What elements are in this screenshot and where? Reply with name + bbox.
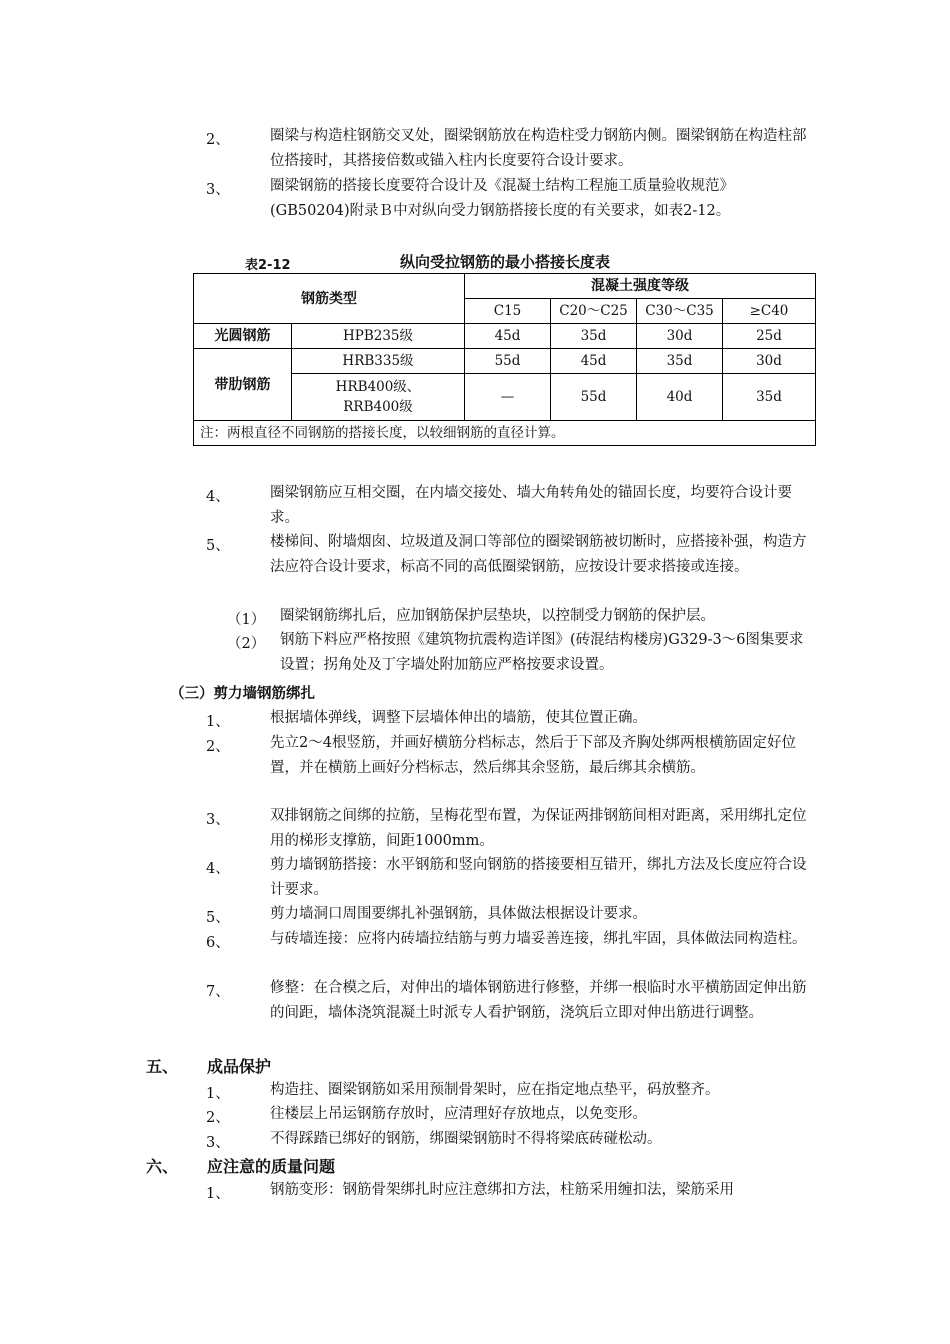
- item-text: 先立2～4根竖筋，并画好横筋分档标志，然后于下部及齐胸处绑两根横筋固定好位置，并在横筋上画好分档标志，然后绑其余竖筋，最后绑其余横筋。: [270, 735, 796, 776]
- grade-cell: C20～C25: [551, 299, 637, 324]
- item-number: 3、: [206, 182, 230, 198]
- value-cell: 35d: [551, 324, 637, 349]
- item-text: 构造拄、圈梁钢筋如采用预制骨架时，应在指定地点垫平，码放整齐。: [270, 1082, 720, 1098]
- value-cell: 55d: [465, 349, 551, 374]
- value-cell: 45d: [465, 324, 551, 349]
- sub-item-text: 钢筋下料应严格按照《建筑物抗震构造详图》(砖混结构楼房)G329-3～6图集要求设置；拐角处及丁字墙处附加筋应严格按要求设置。: [280, 632, 804, 673]
- grade-cell: ≥C40: [723, 299, 816, 324]
- item-number: 5、: [206, 538, 230, 554]
- item-number: 2、: [206, 132, 230, 148]
- value-cell: 40d: [637, 374, 723, 421]
- item-text: 圈梁钢筋应互相交圈，在内墙交接处、墙大角转角处的锚固长度，均要符合设计要求。: [270, 485, 792, 526]
- item-text: 与砖墙连接：应将内砖墙拉结筋与剪力墙妥善连接，绑扎牢固，具体做法同构造柱。: [270, 931, 807, 947]
- value-cell: —: [465, 374, 551, 421]
- table-row: [194, 324, 816, 349]
- sub-item-number: （1）: [227, 612, 266, 628]
- item-number: 7、: [206, 984, 230, 1000]
- item-number: 2、: [206, 1110, 230, 1126]
- value-cell: 45d: [551, 349, 637, 374]
- item-number: 3、: [206, 812, 230, 828]
- value-cell: 35d: [637, 349, 723, 374]
- item-number: 2、: [206, 739, 230, 755]
- category-cell: 带肋钢筋: [194, 349, 292, 421]
- item-text: 楼梯间、附墙烟囱、垃圾道及洞口等部位的圈梁钢筋被切断时，应搭接补强，构造方法应符合设计要求，标高不同的高低圈梁钢筋，应按设计要求搭接或连接。: [270, 534, 807, 575]
- table-number: 表2-12: [245, 258, 291, 273]
- item-text: 圈梁钢筋的搭接长度要符合设计及《混凝土结构工程施工质量验收规范》(GB50204)附录Ｂ中对纵向受力钢筋搭接长度的有关要求，如表2-12。: [270, 178, 734, 219]
- sub-item-text: 圈梁钢筋绑扎后，应加钢筋保护层垫块，以控制受力钢筋的保护层。: [280, 608, 715, 624]
- item-text: 修整：在合模之后，对伸出的墙体钢筋进行修整，并绑一根临时水平横筋固定伸出筋的间距，墙体浇筑混凝土时派专人看护钢筋，浇筑后立即对伸出筋进行调整。: [270, 980, 807, 1021]
- category-cell: 光圆钢筋: [194, 324, 292, 349]
- table-row: [194, 349, 816, 374]
- value-cell: 30d: [723, 349, 816, 374]
- item-text: 钢筋变形：钢筋骨架绑扎时应注意绑扣方法，柱筋采用缠扣法，梁筋采用: [270, 1182, 734, 1198]
- section-number: 六、: [146, 1157, 179, 1176]
- item-number: 1、: [206, 1186, 230, 1202]
- item-text: 不得踩踏已绑好的钢筋，绑圈梁钢筋时不得将梁底砖碰松动。: [270, 1131, 662, 1147]
- type-cell: HRB335级: [292, 349, 465, 374]
- grade-cell: C30～C35: [637, 299, 723, 324]
- value-cell: 55d: [551, 374, 637, 421]
- section-heading: 成品保护: [207, 1057, 272, 1076]
- value-cell: 35d: [723, 374, 816, 421]
- item-text: 剪力墙钢筋搭接：水平钢筋和竖向钢筋的搭接要相互错开，绑扎方法及长度应符合设计要求。: [270, 857, 807, 898]
- item-number: 4、: [206, 861, 230, 877]
- header-concrete-grade: 混凝土强度等级: [465, 274, 816, 299]
- value-cell: 25d: [723, 324, 816, 349]
- grade-cell: C15: [465, 299, 551, 324]
- item-number: 1、: [206, 714, 230, 730]
- type-cell: HRB400级、RRB400级: [292, 374, 465, 421]
- item-number: 4、: [206, 489, 230, 505]
- item-text: 根据墙体弹线，调整下层墙体伸出的墙筋，使其位置正确。: [270, 710, 647, 726]
- sub-item-number: （2）: [227, 636, 266, 652]
- item-number: 1、: [206, 1086, 230, 1102]
- header-rebar-type: 钢筋类型: [194, 274, 465, 324]
- value-cell: 30d: [637, 324, 723, 349]
- item-number: 5、: [206, 910, 230, 926]
- item-text: 剪力墙洞口周围要绑扎补强钢筋，具体做法根据设计要求。: [270, 906, 647, 922]
- section-heading: （三）剪力墙钢筋绑扎: [170, 686, 315, 702]
- item-number: 3、: [206, 1135, 230, 1151]
- lap-length-table: [193, 273, 816, 446]
- item-text: 圈梁与构造柱钢筋交叉处，圈梁钢筋放在构造柱受力钢筋内侧。圈梁钢筋在构造柱部位搭接时，其搭接倍数或锚入柱内长度要符合设计要求。: [270, 128, 807, 169]
- section-heading: 应注意的质量问题: [207, 1157, 336, 1176]
- section-number: 五、: [146, 1057, 179, 1076]
- item-text: 双排钢筋之间绑的拉筋，呈梅花型布置，为保证两排钢筋间相对距离，采用绑扎定位用的梯形支撑筋，间距1000mm。: [270, 808, 807, 849]
- item-number: 6、: [206, 935, 230, 951]
- table-title: 纵向受拉钢筋的最小搭接长度表: [400, 253, 611, 271]
- table-note: 注：两根直径不同钢筋的搭接长度，以较细钢筋的直径计算。: [194, 421, 816, 446]
- type-cell: HPB235级: [292, 324, 465, 349]
- item-text: 往楼层上吊运钢筋存放时，应清理好存放地点，以免变形。: [270, 1106, 647, 1122]
